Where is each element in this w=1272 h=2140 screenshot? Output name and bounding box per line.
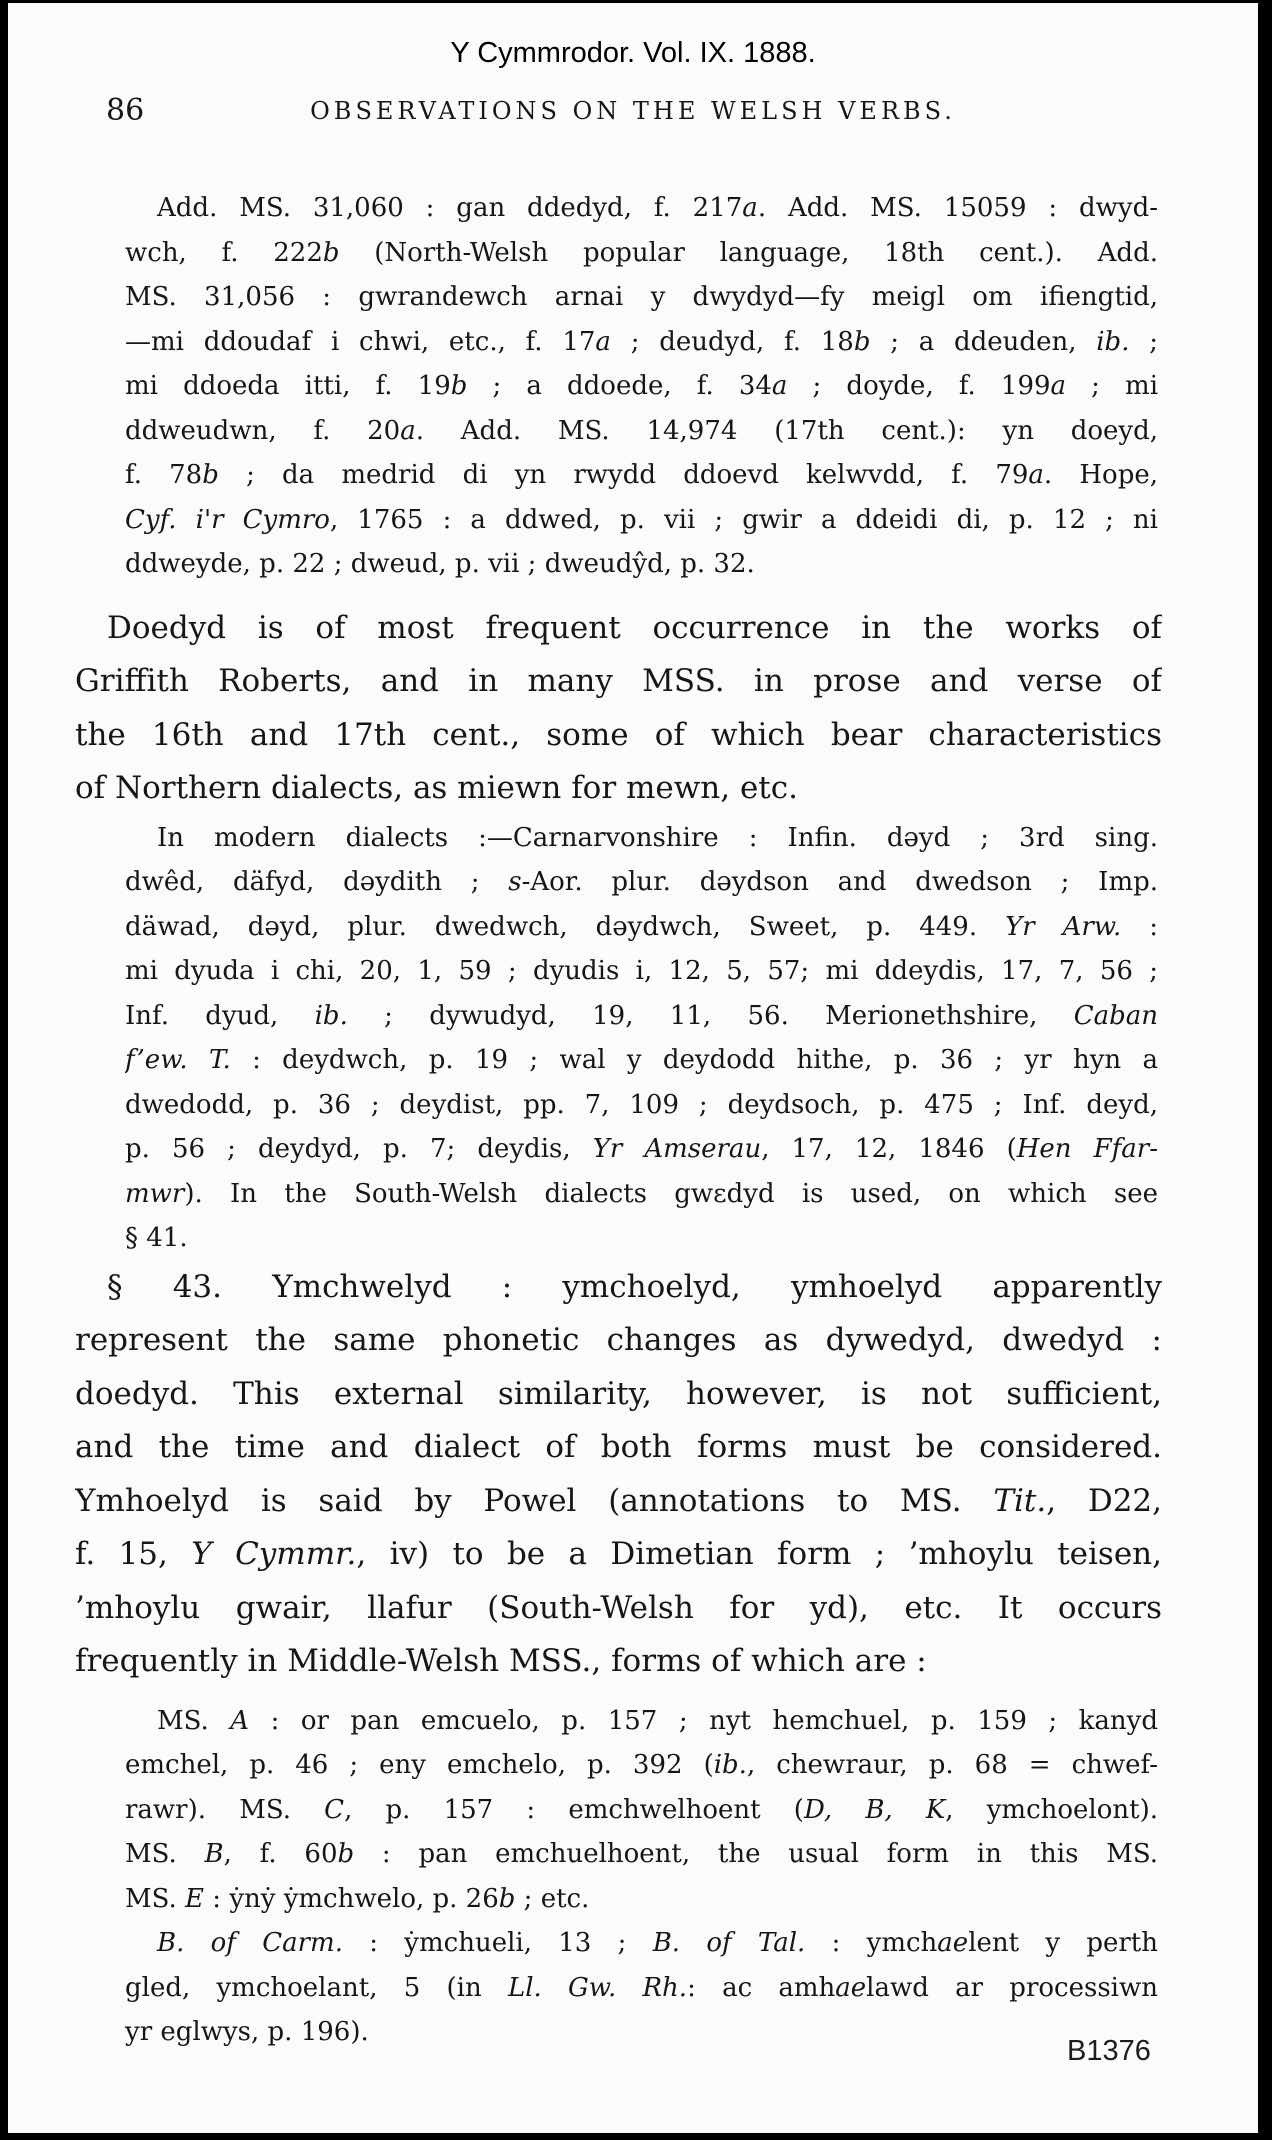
- text-segment: —mi ddoudaf i chwi, etc., f. 17: [125, 326, 596, 357]
- text-segment: of Northern dialects, as miewn for mewn, etc.: [75, 770, 798, 806]
- text-segment: B. of Tal.: [652, 1928, 806, 1958]
- text-segment: b: [337, 1839, 355, 1869]
- paragraph: [8, 602, 1258, 816]
- text-line: [75, 1528, 1162, 1582]
- text-line: [125, 364, 1158, 409]
- text-segment: . Add. MS. 15059 : dwyd-: [757, 193, 1158, 223]
- text-line: [75, 1368, 1162, 1422]
- text-line: [125, 1788, 1158, 1833]
- text-segment: B: [204, 1839, 224, 1869]
- text-segment: mwr: [125, 1178, 185, 1209]
- text-segment: Y Cymmr.: [191, 1536, 357, 1572]
- paragraph: [8, 816, 1258, 1261]
- text-line: [75, 1582, 1162, 1636]
- text-segment: :: [1121, 911, 1158, 942]
- text-line: [125, 949, 1158, 994]
- text-segment: ’mhoylu gwair, llafur (South-Welsh for yd), etc. It occurs: [75, 1589, 1162, 1626]
- text-line: [75, 1261, 1162, 1315]
- text-segment: . Hope,: [1043, 460, 1158, 490]
- text-segment: Yr Arw.: [1005, 911, 1122, 942]
- text-line: [75, 1475, 1162, 1529]
- text-segment: ;: [1129, 326, 1158, 357]
- text-segment: Yr Amserau: [592, 1134, 762, 1164]
- text-segment: yr eglwys, p. 196).: [125, 2017, 369, 2047]
- text-segment: MS. 31,056 : gwrandewch arnai y dwydyd—fy meigl om ifiengtid,: [125, 282, 1158, 312]
- text-line: [125, 1966, 1158, 2011]
- text-segment: b: [450, 371, 468, 401]
- text-segment: lawd ar processiwn: [866, 1972, 1158, 2003]
- text-segment: ; etc.: [515, 1883, 590, 1914]
- text-line: [125, 498, 1158, 543]
- text-segment: ib.: [314, 1000, 348, 1031]
- text-segment: : ac amh: [687, 1972, 836, 2003]
- text-segment: Ll. Gw. Rh.: [507, 1972, 688, 2003]
- text-segment: : ẏmchueli, 13 ;: [342, 1928, 653, 1958]
- text-segment: mi ddoeda itti, f. 19: [125, 371, 451, 401]
- text-segment: b: [853, 326, 871, 357]
- text-segment: B. of Carm.: [157, 1928, 343, 1958]
- text-segment: dwêd, däfyd, dəydith ;: [125, 867, 509, 897]
- text-segment: , ymchoelont).: [945, 1794, 1158, 1825]
- text-segment: f. 15,: [75, 1536, 192, 1572]
- text-segment: MS.: [125, 1839, 205, 1869]
- text-segment: a: [771, 371, 788, 401]
- text-line: [125, 409, 1158, 454]
- text-segment: § 41.: [125, 1223, 188, 1253]
- text-segment: a: [742, 193, 758, 223]
- text-line: [125, 1216, 1158, 1261]
- text-segment: Doedyd is of most frequent occurrence in the works of: [107, 609, 1162, 646]
- text-segment: ddweudwn, f. 20: [125, 415, 401, 446]
- text-line: [125, 905, 1158, 950]
- text-segment: a: [595, 326, 611, 357]
- text-segment: f. 78: [125, 460, 203, 490]
- text-segment: the 16th and 17th cent., some of which bear characteristics: [75, 716, 1162, 753]
- text-segment: ; dywudyd, 19, 11, 56. Merionethshire,: [347, 1000, 1074, 1031]
- page-number: 86: [106, 93, 145, 128]
- text-line: [125, 1038, 1158, 1083]
- text-line: [125, 1877, 1158, 1922]
- text-segment: E: [185, 1883, 205, 1914]
- text-segment: rawr). MS.: [125, 1794, 325, 1825]
- text-segment: ; a ddeuden,: [870, 326, 1097, 357]
- text-segment: (North-Welsh popular language, 18th cent.). Add.: [339, 237, 1158, 268]
- text-segment: a: [1050, 371, 1067, 401]
- paragraph: [8, 1261, 1258, 1689]
- text-segment: A: [230, 1705, 250, 1736]
- text-line: [125, 1743, 1158, 1788]
- text-line: [125, 1172, 1158, 1217]
- text-segment: ib.: [1096, 326, 1130, 357]
- text-segment: : deydwch, p. 19 ; wal y deydodd hithe, p. 36 ; yr hyn a: [230, 1045, 1158, 1075]
- text-line: [75, 762, 1162, 816]
- text-segment: Tit.: [993, 1482, 1047, 1519]
- text-segment: a: [1028, 460, 1044, 490]
- text-segment: : ymch: [805, 1928, 938, 1958]
- text-line: [125, 860, 1158, 905]
- volume-header: Y Cymmrodor. Vol. IX. 1888.: [450, 37, 816, 69]
- text-segment: ae: [937, 1928, 969, 1958]
- text-segment: b: [322, 237, 340, 268]
- text-segment: and the time and dialect of both forms must be considered.: [75, 1429, 1162, 1465]
- text-segment: In modern dialects :—Carnarvonshire : Infin. dəyd ; 3rd sing.: [157, 822, 1158, 853]
- text-line: [125, 1921, 1158, 1966]
- text-segment: mi dyuda i chi, 20, 1, 59 ; dyudis i, 12, 5, 57; mi ddeydis, 17, 7, 56 ;: [125, 956, 1158, 986]
- text-segment: Add. MS. 31,060 : gan ddedyd, f. 217: [157, 193, 743, 223]
- paragraph: [8, 186, 1258, 587]
- text-segment: § 43. Ymchwelyd : ymchoelyd, ymhoelyd apparently: [107, 1268, 1162, 1305]
- text-segment: b: [202, 460, 219, 490]
- text-segment: ). In the South-Welsh dialects gwɛdyd is used, on which see: [184, 1178, 1158, 1209]
- text-segment: , f. 60: [223, 1839, 338, 1869]
- text-segment: C: [324, 1794, 345, 1825]
- text-segment: represent the same phonetic changes as dywedyd, dwedyd :: [75, 1322, 1162, 1358]
- text-segment: , p. 157 : emchwelhoent (: [344, 1794, 804, 1825]
- text-segment: ; deudyd, f. 18: [610, 326, 854, 357]
- text-line: [125, 231, 1158, 276]
- text-segment: dwedodd, p. 36 ; deydist, pp. 7, 109 ; deydsoch, p. 475 ; Inf. deyd,: [125, 1089, 1158, 1120]
- text-segment: -Aor. plur. dəydson and dwedson ; Imp.: [521, 867, 1158, 897]
- text-line: [125, 816, 1158, 861]
- text-segment: lent y perth: [968, 1928, 1158, 1958]
- text-line: [75, 655, 1162, 709]
- text-line: [75, 1635, 1162, 1689]
- text-line: [125, 2010, 1158, 2055]
- text-segment: , D22,: [1046, 1482, 1162, 1519]
- text-segment: ddweyde, p. 22 ; dweud, p. vii ; dweudŷd, p. 32.: [125, 549, 755, 579]
- text-segment: . Add. MS. 14,974 (17th cent.): yn doeyd,: [415, 415, 1158, 446]
- text-segment: emchel, p. 46 ; eny emchelo, p. 392 (: [125, 1750, 714, 1780]
- text-line: [125, 1127, 1158, 1172]
- text-segment: Inf. dyud,: [125, 1000, 315, 1031]
- text-segment: Caban: [1073, 1000, 1158, 1031]
- page: [8, 3, 1258, 2133]
- text-segment: Ymhoelyd is said by Powel (annotations to MS.: [75, 1482, 994, 1519]
- text-line: [75, 602, 1162, 656]
- text-segment: , chewraur, p. 68 = chwef-: [746, 1750, 1158, 1780]
- text-line: [125, 542, 1158, 587]
- text-segment: frequently in Middle-Welsh MSS., forms of which are :: [75, 1643, 927, 1679]
- text-segment: Hen Ffar-: [1016, 1134, 1158, 1164]
- text-segment: , 1765 : a ddwed, p. vii ; gwir a ddeidi di, p. 12 ; ni: [329, 504, 1158, 535]
- text-segment: ; doyde, f. 199: [787, 371, 1051, 401]
- text-line: [125, 186, 1158, 231]
- text-segment: , iv) to be a Dimetian form ; ’mhoylu teisen,: [356, 1536, 1162, 1572]
- text-segment: ; a ddoede, f. 34: [467, 371, 772, 401]
- text-segment: ; mi: [1066, 371, 1158, 401]
- text-line: [125, 1083, 1158, 1128]
- text-line: [125, 994, 1158, 1039]
- text-segment: wch, f. 222: [125, 237, 323, 268]
- text-segment: ; da medrid di yn rwydd ddoevd kelwvdd, f. 79: [218, 460, 1029, 490]
- paragraph: [8, 1699, 1258, 1922]
- text-segment: : or pan emcuelo, p. 157 ; nyt hemchuel, p. 159 ; kanyd: [249, 1705, 1158, 1736]
- running-head: [8, 93, 1258, 133]
- text-segment: f’ew. T.: [125, 1045, 231, 1075]
- text-line: [125, 1832, 1158, 1877]
- text-segment: s: [508, 867, 522, 897]
- text-segment: b: [498, 1883, 516, 1914]
- text-segment: ib.: [713, 1750, 747, 1780]
- text-segment: doedyd. This external similarity, however, is not sufficient,: [75, 1375, 1162, 1412]
- running-title: OBSERVATIONS ON THE WELSH VERBS.: [310, 97, 956, 125]
- body-text: [8, 186, 1258, 2055]
- text-line: [75, 1314, 1162, 1368]
- text-segment: gled, ymchoelant, 5 (in: [125, 1972, 508, 2003]
- text-segment: Griffith Roberts, and in many MSS. in prose and verse of: [75, 663, 1162, 699]
- text-line: [125, 1699, 1158, 1744]
- text-segment: p. 56 ; deydyd, p. 7; deydis,: [125, 1134, 593, 1164]
- text-segment: ae: [835, 1972, 867, 2003]
- catalog-stamp: B1376: [1067, 2035, 1151, 2067]
- text-segment: däwad, dəyd, plur. dwedwch, dəydwch, Sweet, p. 449.: [125, 911, 1006, 942]
- text-line: [125, 453, 1158, 498]
- text-line: [125, 275, 1158, 320]
- text-segment: : ẏnẏ ẏmchwelo, p. 26: [204, 1883, 499, 1914]
- text-segment: D, B, K: [803, 1794, 946, 1825]
- text-segment: a: [400, 415, 416, 446]
- text-segment: MS.: [125, 1883, 186, 1914]
- text-segment: MS.: [157, 1705, 231, 1736]
- text-line: [125, 320, 1158, 365]
- text-segment: : pan emchuelhoent, the usual form in this MS.: [354, 1839, 1158, 1869]
- text-segment: , 17, 12, 1846 (: [761, 1134, 1017, 1164]
- text-line: [75, 709, 1162, 763]
- text-segment: Cyf. i'r Cymro: [125, 504, 330, 535]
- text-line: [75, 1421, 1162, 1475]
